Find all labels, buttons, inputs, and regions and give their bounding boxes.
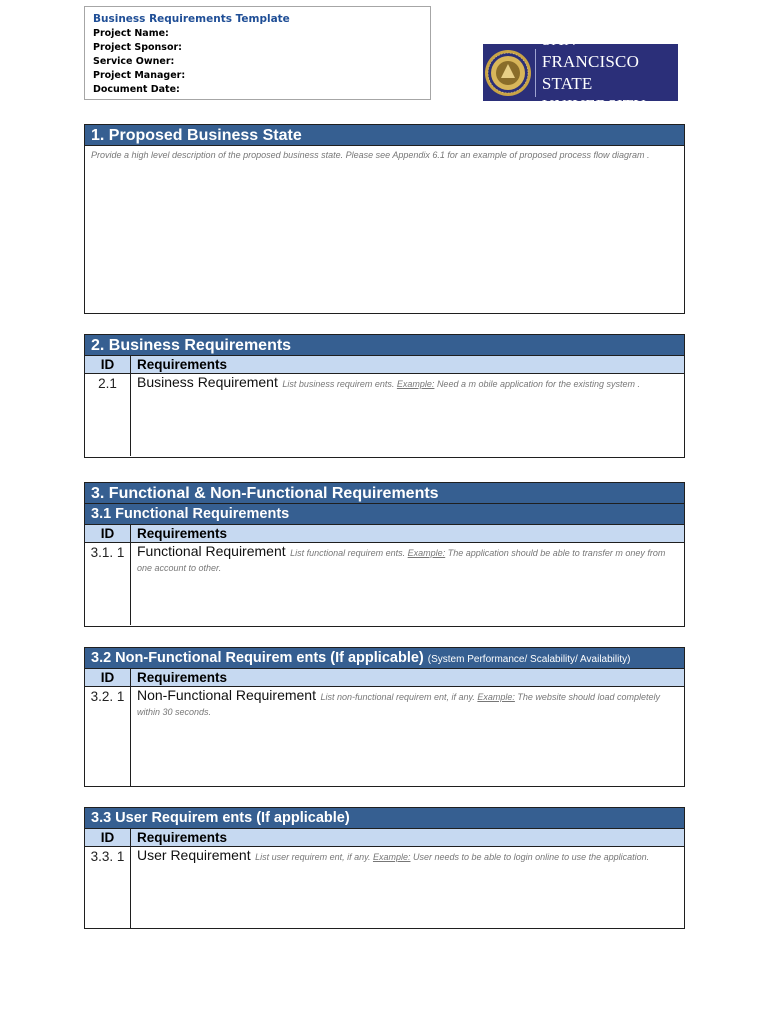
section-2-title: 2. Business Requirements — [85, 335, 684, 356]
university-seal-icon — [483, 44, 533, 101]
section-user-requirements — [84, 807, 685, 929]
document-header — [84, 6, 431, 100]
requirement-hint: List business requirem ents. — [282, 379, 395, 389]
requirement-id: 2.1 — [85, 374, 131, 456]
requirement-name: Business Requirement — [137, 374, 278, 390]
column-requirements: Requirements — [137, 670, 228, 685]
section-3-2-title — [85, 648, 684, 669]
requirement-example: The application should be able to transfer m oney from one account to other. — [137, 548, 666, 573]
requirement-id: 3.1. 1 — [85, 543, 131, 625]
logo-divider — [535, 49, 536, 97]
section-3-1-title: 3.1 Functional Requirements — [85, 504, 684, 525]
table-row[interactable] — [85, 847, 684, 928]
example-label: Example: — [407, 548, 446, 558]
requirement-id: 3.2. 1 — [85, 687, 131, 786]
requirement-example: User needs to be able to login online to use the application. — [413, 852, 650, 862]
section-proposed-business-state — [84, 124, 685, 314]
column-id: ID — [85, 525, 131, 542]
document-date-field[interactable]: Document Date: — [93, 84, 180, 95]
project-manager-field[interactable]: Project Manager: — [93, 70, 186, 81]
table-row[interactable] — [85, 687, 684, 786]
section-business-requirements — [84, 334, 685, 458]
column-requirements: Requirements — [137, 830, 228, 845]
document-title: Business Requirements Template — [93, 13, 290, 25]
column-requirements: Requirements — [137, 357, 228, 372]
requirement-example: Need a m obile application for the existing system . — [436, 379, 641, 389]
service-owner-field[interactable]: Service Owner: — [93, 56, 175, 67]
requirement-id: 3.3. 1 — [85, 847, 131, 928]
example-label: Example: — [477, 692, 515, 702]
logo-wordmark — [542, 29, 678, 117]
requirement-text[interactable] — [131, 374, 684, 456]
project-sponsor-field[interactable]: Project Sponsor: — [93, 42, 182, 53]
requirement-hint: List functional requirem ents. — [290, 548, 406, 558]
project-name-field[interactable]: Project Name: — [93, 28, 169, 39]
column-id: ID — [85, 356, 131, 373]
table-row[interactable] — [85, 543, 684, 625]
section-non-functional-requirements — [84, 647, 685, 787]
column-id: ID — [85, 669, 131, 686]
requirement-example: The website should load completely within 30 seconds. — [137, 692, 661, 717]
requirement-name: User Requirement — [137, 847, 251, 863]
requirement-hint: List non-functional requirem ent, if any. — [320, 692, 475, 702]
table-header — [85, 829, 684, 847]
column-id: ID — [85, 829, 131, 846]
section-3-2-title-text: 3.2 Non-Functional Requirem ents (If applicable) — [91, 650, 424, 666]
requirement-hint: List user requirem ent, if any. — [255, 852, 371, 862]
section-3-title: 3. Functional & Non-Functional Requirements — [85, 483, 684, 504]
example-label: Example: — [396, 379, 435, 389]
section-functional-requirements — [84, 482, 685, 627]
column-requirements: Requirements — [137, 526, 228, 541]
section-3-2-title-note: (System Performance/ Scalability/ Availability) — [427, 654, 631, 665]
section-1-title: 1. Proposed Business State — [85, 125, 684, 146]
requirement-text[interactable] — [131, 847, 684, 928]
example-label: Example: — [372, 852, 411, 862]
logo-line-1: SAN FRANCISCO — [541, 29, 640, 71]
table-header — [85, 669, 684, 687]
table-header — [85, 356, 684, 374]
section-3-3-title: 3.3 User Requirem ents (If applicable) — [85, 808, 684, 829]
logo-line-2: STATE UNIVERSITY — [541, 73, 646, 115]
requirement-name: Functional Requirement — [137, 543, 286, 559]
table-header — [85, 525, 684, 543]
requirement-name: Non-Functional Requirement — [137, 687, 316, 703]
table-row[interactable] — [85, 374, 684, 456]
requirement-text[interactable] — [131, 687, 684, 786]
requirement-text[interactable] — [131, 543, 684, 625]
section-1-description[interactable]: Provide a high level description of the proposed business state. Please see Appendix 6.1 for an example of proposed process flow diagram . — [91, 150, 650, 160]
sfsu-logo — [483, 29, 678, 115]
